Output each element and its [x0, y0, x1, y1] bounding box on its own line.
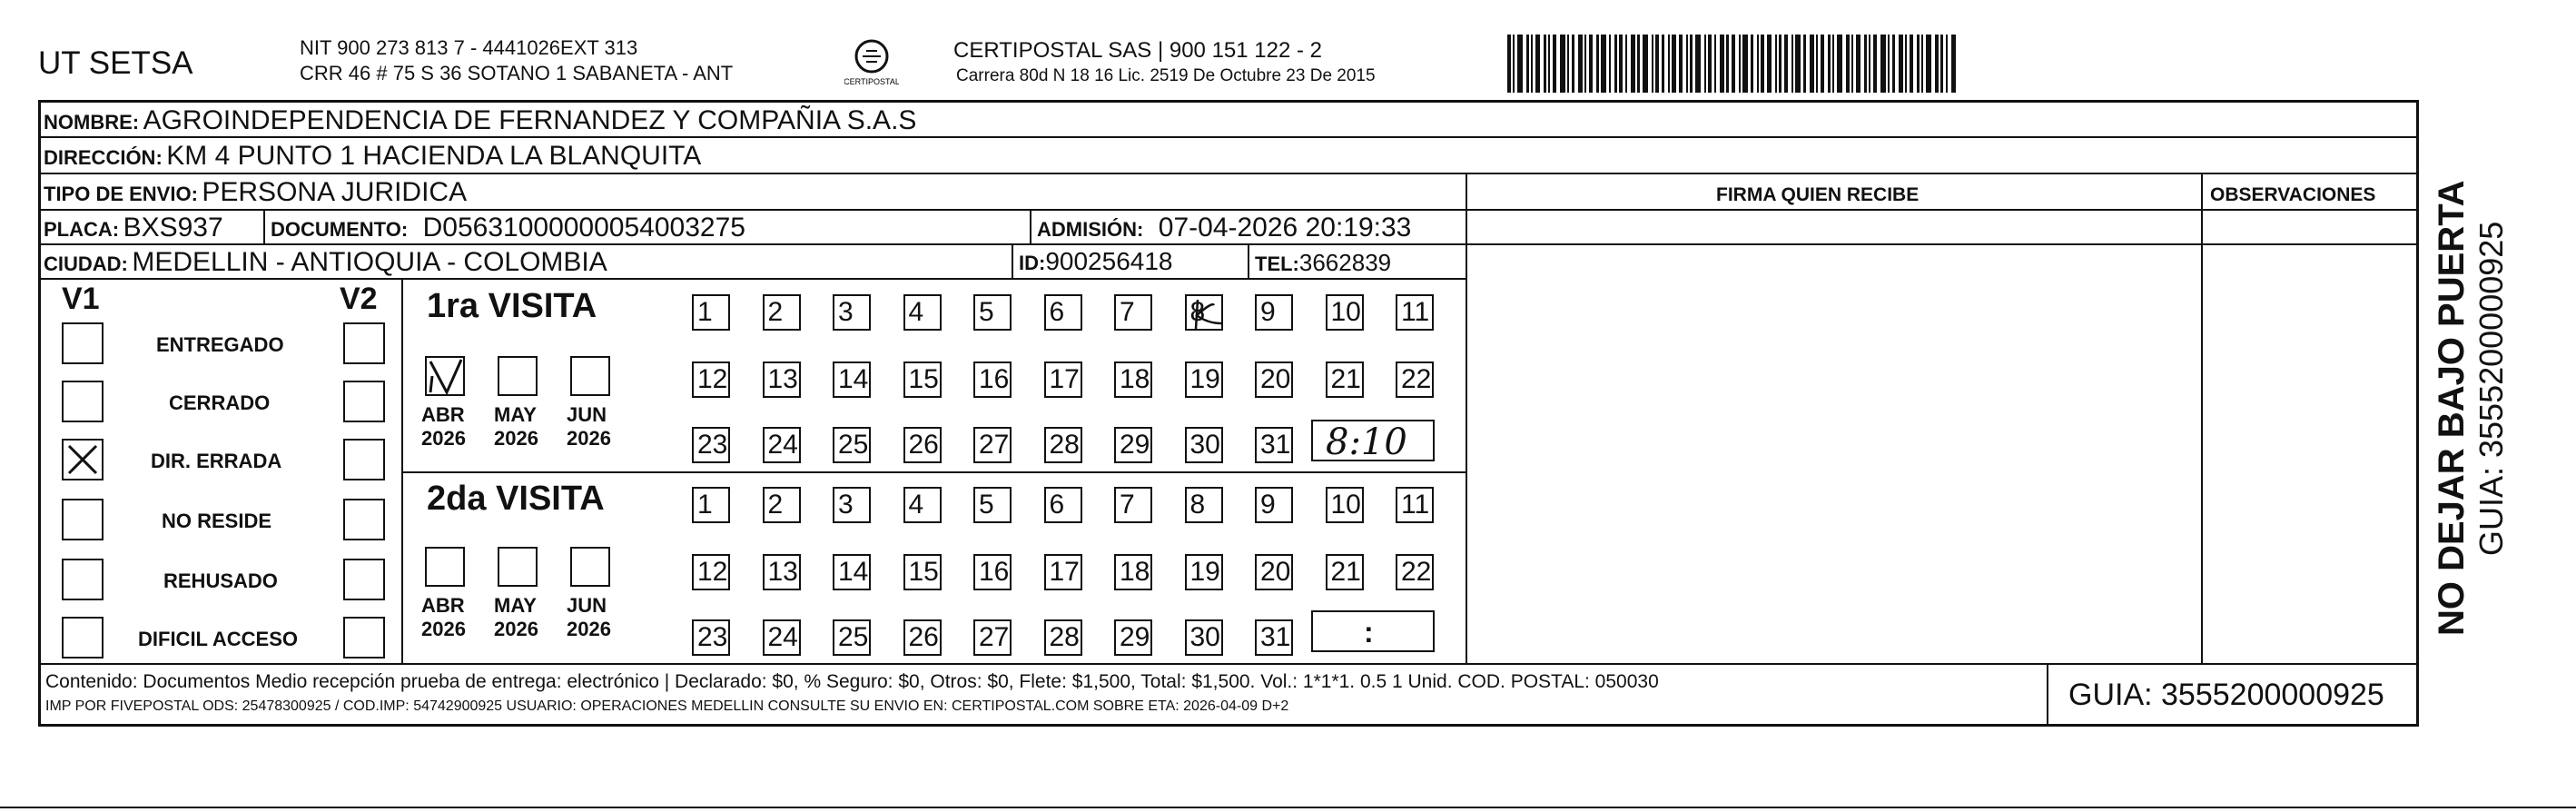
year-label: 2026 [494, 427, 538, 450]
day-number: 26 [908, 430, 939, 460]
day-box[interactable] [1326, 554, 1364, 590]
day-box[interactable] [833, 361, 871, 398]
tel-field [1255, 251, 1391, 274]
day-box[interactable] [1185, 427, 1223, 463]
v1-checkbox[interactable] [62, 499, 104, 540]
footer-contents: Contenido: Documentos Medio recepción prueba de entrega: electrónico | Declarado: $0, % Seguro: $0, Otros: $0, Flete: $1,500, Total: $1,500. Vol.: 1*1*1. 0.5 1 Unid. COD. POSTAL: 050030 [45, 671, 1659, 692]
v1-checkbox[interactable] [62, 559, 104, 600]
day-number: 26 [908, 622, 939, 652]
day-box[interactable] [1114, 361, 1152, 398]
day-box[interactable] [1185, 294, 1223, 331]
day-number: 16 [979, 557, 1010, 587]
day-box[interactable] [763, 361, 801, 398]
day-number: 13 [767, 364, 798, 394]
v1-label: V1 [62, 282, 100, 316]
day-box[interactable] [833, 294, 871, 331]
day-number: 16 [979, 364, 1010, 394]
tel-label: TEL: [1255, 253, 1299, 275]
day-number: 13 [767, 557, 798, 587]
day-number: 1 [697, 297, 713, 327]
footer-guia: GUIA: 3555200000925 [2068, 678, 2384, 712]
day-box[interactable] [1114, 427, 1152, 463]
second-visit-title: 2da VISITA [427, 480, 605, 518]
day-box[interactable] [1255, 361, 1293, 398]
day-box[interactable] [1185, 554, 1223, 590]
direccion-field [44, 143, 701, 170]
day-box[interactable] [1255, 554, 1293, 590]
day-box[interactable] [973, 487, 1012, 523]
nombre-field [44, 107, 916, 134]
day-number: 28 [1049, 430, 1080, 460]
day-box[interactable] [1396, 554, 1434, 590]
day-box[interactable] [973, 294, 1012, 331]
day-number: 20 [1260, 364, 1291, 394]
month-label: JUN [567, 594, 607, 617]
status-label: REHUSADO [163, 569, 278, 592]
side-warning: NO DEJAR BAJO PUERTA [2432, 180, 2472, 636]
day-number: 7 [1120, 490, 1135, 520]
day-box[interactable] [1255, 487, 1293, 523]
day-box[interactable] [903, 554, 942, 590]
day-box[interactable] [1396, 361, 1434, 398]
day-box[interactable] [692, 487, 730, 523]
day-box[interactable] [692, 294, 730, 331]
day-box[interactable] [973, 554, 1012, 590]
day-number: 8 [1189, 297, 1206, 327]
placa-label: PLACA: [44, 218, 120, 241]
day-number: 12 [697, 364, 728, 394]
day-box[interactable] [1396, 487, 1434, 523]
day-box[interactable] [1114, 554, 1152, 590]
day-box[interactable] [973, 619, 1012, 656]
year-label: 2026 [421, 618, 466, 640]
tipo-envio-value: PERSONA JURIDICA [202, 177, 468, 207]
day-number: 8 [1189, 490, 1206, 520]
day-number: 10 [1330, 297, 1361, 327]
day-number: 4 [908, 297, 924, 327]
tel-value: 3662839 [1298, 249, 1392, 276]
day-number: 17 [1049, 364, 1080, 394]
status-label: DIFICIL ACCESO [138, 628, 299, 650]
day-box[interactable] [1255, 427, 1293, 463]
day-box[interactable] [973, 361, 1012, 398]
day-box[interactable] [692, 619, 730, 656]
status-label: ENTREGADO [156, 333, 284, 356]
day-box[interactable] [833, 427, 871, 463]
firma-header: FIRMA QUIEN RECIBE [1716, 184, 1920, 205]
v2-checkbox[interactable] [343, 439, 385, 480]
day-number: 21 [1330, 364, 1361, 394]
day-number: 2 [767, 297, 784, 327]
day-number: 24 [767, 622, 798, 652]
id-field [1019, 249, 1172, 274]
day-box[interactable] [1114, 294, 1152, 331]
year-label: 2026 [494, 618, 538, 640]
status-label: NO RESIDE [162, 510, 272, 532]
barcode [1507, 35, 2143, 93]
day-number: 6 [1049, 490, 1065, 520]
placa-field [44, 214, 223, 242]
nombre-label: NOMBRE: [44, 111, 140, 134]
documento-field [271, 214, 745, 242]
day-number: 15 [908, 364, 939, 394]
day-number: 12 [697, 557, 728, 587]
day-number: 5 [979, 490, 994, 520]
day-number: 28 [1049, 622, 1080, 652]
nombre-value: AGROINDEPENDENCIA DE FERNANDEZ Y COMPAÑIA S.A.S [143, 105, 917, 135]
tipo-envio-label: TIPO DE ENVIO: [44, 183, 198, 205]
nit-line: NIT 900 273 813 7 - 4441026EXT 313 [300, 36, 638, 59]
day-box[interactable] [903, 361, 942, 398]
v1-checkbox[interactable] [62, 381, 104, 422]
day-number: 15 [908, 557, 939, 587]
day-number: 29 [1120, 430, 1150, 460]
status-label: CERRADO [169, 391, 271, 414]
day-box[interactable] [833, 619, 871, 656]
year-label: 2026 [421, 427, 466, 450]
address-line: CRR 46 # 75 S 36 SOTANO 1 SABANETA - ANT [300, 62, 734, 84]
month-label: JUN [567, 403, 607, 426]
day-number: 19 [1189, 364, 1220, 394]
day-box[interactable] [903, 619, 942, 656]
day-number: 19 [1189, 557, 1220, 587]
day-box[interactable] [903, 294, 942, 331]
day-box[interactable] [763, 554, 801, 590]
day-number: 14 [838, 557, 869, 587]
v2-checkbox[interactable] [343, 559, 385, 600]
documento-value: D05631000000054003275 [422, 213, 745, 243]
v2-checkbox[interactable] [343, 381, 385, 422]
day-box[interactable] [1044, 361, 1082, 398]
day-box[interactable] [1396, 294, 1434, 331]
day-box[interactable] [1326, 361, 1364, 398]
admision-field [1037, 214, 1411, 242]
day-number: 22 [1401, 557, 1432, 587]
status-label: DIR. ERRADA [151, 450, 282, 472]
day-number: 3 [838, 490, 854, 520]
day-box[interactable] [1185, 619, 1223, 656]
first-visit-time-box[interactable] [1311, 420, 1435, 461]
month-label: ABR [421, 403, 465, 426]
ciudad-label: CIUDAD: [44, 253, 128, 275]
month-checkbox[interactable] [425, 547, 465, 587]
day-box[interactable] [692, 427, 730, 463]
day-number: 25 [838, 622, 869, 652]
direccion-label: DIRECCIÓN: [44, 146, 163, 169]
month-checkbox[interactable] [498, 547, 538, 587]
day-number: 23 [697, 430, 728, 460]
day-box[interactable] [1255, 619, 1293, 656]
v2-checkbox[interactable] [343, 499, 385, 540]
company-name: UT SETSA [38, 45, 193, 81]
day-number: 14 [838, 364, 869, 394]
bottom-rule [0, 807, 2576, 808]
day-number: 6 [1049, 297, 1065, 327]
day-number: 29 [1120, 622, 1150, 652]
day-box[interactable] [1255, 294, 1293, 331]
day-number: 10 [1330, 490, 1361, 520]
year-label: 2026 [567, 427, 611, 450]
day-box[interactable] [833, 554, 871, 590]
admision-value: 07-04-2026 20:19:33 [1158, 213, 1412, 243]
day-box[interactable] [763, 619, 801, 656]
day-box[interactable] [1044, 294, 1082, 331]
day-box[interactable] [1326, 294, 1364, 331]
month-label: MAY [494, 594, 537, 617]
month-checkbox[interactable] [425, 356, 465, 396]
day-number: 9 [1260, 297, 1276, 327]
day-number: 25 [838, 430, 869, 460]
day-number: 3 [838, 297, 854, 327]
day-box[interactable] [973, 427, 1012, 463]
day-number: 31 [1260, 430, 1291, 460]
first-visit-time: 8:10 [1326, 421, 1407, 463]
day-number: 23 [697, 622, 728, 652]
day-number: 20 [1260, 557, 1291, 587]
ciudad-value: MEDELLIN - ANTIOQUIA - COLOMBIA [132, 247, 607, 277]
carrier-name: CERTIPOSTAL SAS | 900 151 122 - 2 [953, 38, 1322, 63]
footer-print-info: IMP POR FIVEPOSTAL ODS: 25478300925 / COD.IMP: 54742900925 USUARIO: OPERACIONES MEDELLIN CONSULTE SU ENVIO EN: CERTIPOSTAL.COM SOBRE ETA: 2026-04-09 D+2 [45, 698, 1289, 714]
day-number: 11 [1401, 297, 1430, 327]
day-number: 11 [1401, 490, 1430, 520]
day-number: 2 [767, 490, 784, 520]
day-number: 27 [979, 622, 1010, 652]
month-checkbox[interactable] [570, 356, 610, 396]
day-mark [1187, 296, 1223, 339]
day-number: 9 [1260, 490, 1276, 520]
direccion-value: KM 4 PUNTO 1 HACIENDA LA BLANQUITA [166, 141, 702, 171]
day-box[interactable] [692, 554, 730, 590]
placa-value: BXS937 [123, 213, 223, 243]
month-label: MAY [494, 403, 537, 426]
svg-text:CERTIPOSTAL: CERTIPOSTAL [844, 77, 899, 86]
day-number: 7 [1120, 297, 1135, 327]
day-box[interactable] [1185, 361, 1223, 398]
day-number: 4 [908, 490, 924, 520]
first-visit-title: 1ra VISITA [427, 287, 597, 325]
day-box[interactable] [763, 427, 801, 463]
day-number: 5 [979, 297, 994, 327]
day-box[interactable] [1185, 487, 1223, 523]
v1-checkbox[interactable] [62, 617, 104, 659]
id-label: ID: [1019, 252, 1046, 274]
day-box[interactable] [1044, 427, 1082, 463]
day-number: 18 [1120, 364, 1150, 394]
day-number: 18 [1120, 557, 1150, 587]
day-number: 24 [767, 430, 798, 460]
day-box[interactable] [1114, 487, 1152, 523]
v1-checkbox[interactable] [62, 322, 104, 364]
day-number: 30 [1189, 430, 1220, 460]
second-visit-time-box[interactable] [1311, 610, 1435, 652]
observaciones-header: OBSERVACIONES [2210, 184, 2376, 205]
day-box[interactable] [692, 361, 730, 398]
side-guia: GUIA: 3555200000925 [2472, 221, 2510, 556]
day-box[interactable] [1044, 487, 1082, 523]
v2-checkbox[interactable] [343, 617, 385, 659]
day-box[interactable] [903, 427, 942, 463]
month-label: ABR [421, 594, 465, 617]
day-number: 22 [1401, 364, 1432, 394]
month-checkbox[interactable] [498, 356, 538, 396]
day-box[interactable] [1044, 619, 1082, 656]
tipo-envio-field [44, 179, 467, 206]
second-visit-time: : [1364, 616, 1374, 649]
certipostal-logo [844, 35, 899, 89]
day-number: 21 [1330, 557, 1361, 587]
admision-label: ADMISIÓN: [1037, 218, 1144, 241]
day-number: 30 [1189, 622, 1220, 652]
day-box[interactable] [763, 294, 801, 331]
year-label: 2026 [567, 618, 611, 640]
day-box[interactable] [833, 487, 871, 523]
day-number: 17 [1049, 557, 1080, 587]
day-box[interactable] [1326, 487, 1364, 523]
v1-checkbox[interactable] [62, 439, 104, 480]
v2-checkbox[interactable] [343, 322, 385, 364]
id-value: 900256418 [1045, 247, 1173, 275]
day-box[interactable] [903, 487, 942, 523]
day-box[interactable] [1044, 554, 1082, 590]
documento-label: DOCUMENTO: [271, 218, 409, 241]
v2-label: V2 [340, 282, 378, 316]
carrier-license: Carrera 80d N 18 16 Lic. 2519 De Octubre 23 De 2015 [956, 66, 1376, 85]
day-box[interactable] [763, 487, 801, 523]
ciudad-field [44, 249, 607, 276]
day-number: 31 [1260, 622, 1291, 652]
day-number: 1 [697, 490, 713, 520]
month-checkbox[interactable] [570, 547, 610, 587]
day-box[interactable] [1114, 619, 1152, 656]
day-number: 27 [979, 430, 1010, 460]
